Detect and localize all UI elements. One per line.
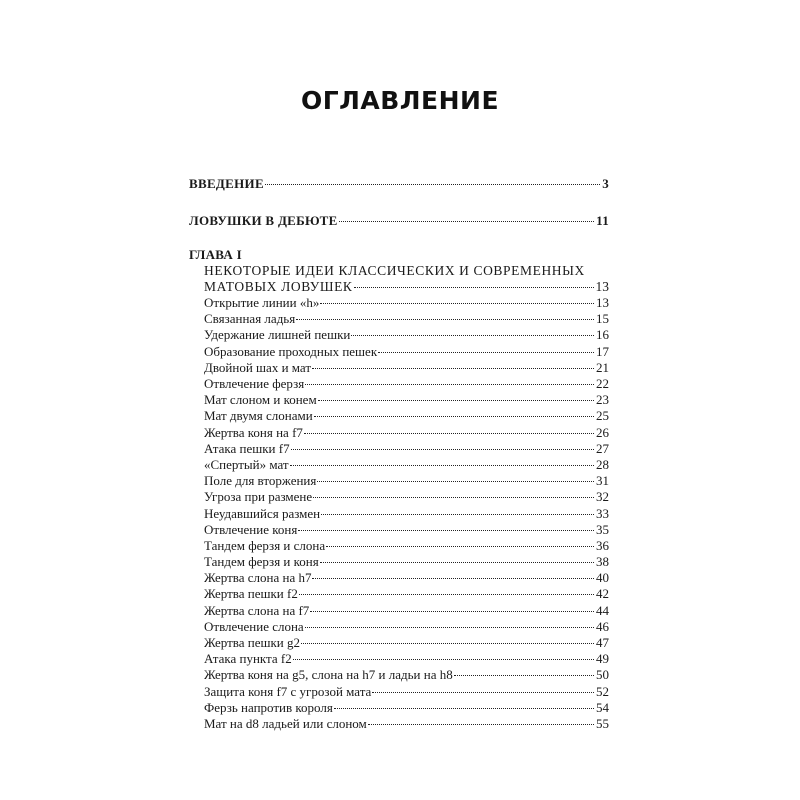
dot-leader xyxy=(312,578,594,579)
toc-page-number: 31 xyxy=(596,473,609,489)
toc-page-number: 25 xyxy=(596,408,609,424)
dot-leader xyxy=(368,724,594,725)
dot-leader xyxy=(265,184,600,185)
toc-entry xyxy=(204,570,609,586)
toc-entry-label: Мат двумя слонами xyxy=(204,408,313,424)
toc-entry-label: Угроза при размене xyxy=(204,489,313,505)
toc-page-number: 32 xyxy=(596,489,609,505)
dot-leader xyxy=(317,481,594,482)
toc-entry xyxy=(204,554,609,570)
toc-page-number: 46 xyxy=(596,618,609,634)
toc-entry xyxy=(204,489,609,505)
toc-page-number: 28 xyxy=(596,456,609,472)
toc-entry-label: Жертва пешки g2 xyxy=(204,635,301,650)
toc-entry-label: «Спертый» мат xyxy=(204,456,289,472)
dot-leader xyxy=(314,416,594,417)
toc-page-number: 50 xyxy=(596,667,609,683)
dot-leader xyxy=(293,659,594,660)
toc-page-number: 52 xyxy=(596,683,609,699)
toc-entry xyxy=(204,522,609,538)
toc-entry xyxy=(204,603,609,619)
dot-leader xyxy=(354,287,594,288)
toc-page-number: 13 xyxy=(595,278,609,294)
toc-entry-label: Отвлечение ферзя xyxy=(204,376,305,391)
toc-page-number: 26 xyxy=(596,424,609,440)
toc-entry-label: Образование проходных пешек xyxy=(204,343,378,359)
toc-entry-label: Двойной шах и мат xyxy=(204,359,312,375)
dot-leader xyxy=(318,400,594,401)
toc-entry-label: Удержание лишней пешки xyxy=(204,327,351,343)
toc-entry xyxy=(204,716,609,732)
toc-page-number: 23 xyxy=(596,392,609,408)
toc-entry xyxy=(204,635,609,651)
toc-entry xyxy=(204,327,609,343)
toc-entry-label: Жертва коня на g5, слона на h7 и ладьи на h8 xyxy=(204,667,453,683)
dot-leader xyxy=(339,221,595,222)
dot-leader xyxy=(290,465,594,466)
section-title-line1: НЕКОТОРЫЕ ИДЕИ КЛАССИЧЕСКИХ И СОВРЕМЕННЫХ xyxy=(204,263,585,279)
toc-page-number: 16 xyxy=(596,327,609,343)
chapter-heading: ГЛАВА I xyxy=(189,247,243,263)
toc-entry-label: ВВЕДЕНИЕ xyxy=(189,176,264,191)
toc-entry-label: Мат слоном и конем xyxy=(204,392,317,408)
toc-entry xyxy=(204,360,609,376)
toc-entry xyxy=(204,586,609,602)
toc-entry-intro xyxy=(189,176,609,192)
toc-entry xyxy=(204,295,609,311)
toc-entry xyxy=(204,392,609,408)
dot-leader xyxy=(321,514,594,515)
section-title-line2-entry xyxy=(204,279,609,295)
toc-entry xyxy=(204,457,609,473)
toc-entry-label: Жертва слона на f7 xyxy=(204,602,310,618)
toc-page-number: 44 xyxy=(596,602,609,618)
toc-entry-traps xyxy=(189,213,609,229)
toc-entry-label: Тандем ферзя и слона xyxy=(204,537,326,553)
dot-leader xyxy=(454,675,594,676)
dot-leader xyxy=(296,319,594,320)
section-title-line2: МАТОВЫХ ЛОВУШЕК xyxy=(204,278,353,294)
toc-entry-label: Неудавшийся размен xyxy=(204,505,321,521)
toc-page-number: 47 xyxy=(596,635,609,650)
toc-entry-label: Связанная ладья xyxy=(204,311,296,327)
dot-leader xyxy=(312,368,594,369)
toc-item-list xyxy=(189,295,609,732)
table-of-contents xyxy=(189,176,609,732)
toc-entry xyxy=(204,473,609,489)
toc-entry-label: Открытие линии «h» xyxy=(204,295,320,311)
toc-entry-label: ЛОВУШКИ В ДЕБЮТЕ xyxy=(189,213,338,229)
toc-entry-label: Отвлечение слона xyxy=(204,618,304,634)
section-title xyxy=(204,263,609,295)
dot-leader xyxy=(301,643,594,644)
toc-entry xyxy=(204,651,609,667)
toc-entry-label: Жертва пешки f2 xyxy=(204,586,298,602)
dot-leader xyxy=(305,627,594,628)
toc-page-number: 36 xyxy=(596,537,609,553)
toc-page-number: 40 xyxy=(596,570,609,586)
toc-page-number: 11 xyxy=(596,213,609,229)
dot-leader xyxy=(351,335,594,336)
toc-entry-label: Жертва коня на f7 xyxy=(204,424,303,440)
toc-page-number: 33 xyxy=(596,505,609,521)
toc-entry xyxy=(204,425,609,441)
dot-leader xyxy=(310,611,594,612)
toc-entry-label: Атака пункта f2 xyxy=(204,651,292,667)
toc-entry xyxy=(204,506,609,522)
toc-entry xyxy=(204,311,609,327)
toc-entry-label: Атака пешки f7 xyxy=(204,440,290,456)
dot-leader xyxy=(298,530,594,531)
dot-leader xyxy=(291,449,594,450)
toc-entry-label: Поле для вторжения xyxy=(204,473,317,489)
toc-page-number: 3 xyxy=(602,176,609,191)
toc-entry-label: Жертва слона на h7 xyxy=(204,570,312,586)
toc-entry xyxy=(204,376,609,392)
toc-entry xyxy=(204,344,609,360)
toc-page-number: 13 xyxy=(596,295,609,311)
dot-leader xyxy=(305,384,594,385)
dot-leader xyxy=(334,708,594,709)
toc-page-number: 27 xyxy=(596,440,609,456)
toc-page-number: 42 xyxy=(596,586,609,602)
dot-leader xyxy=(378,352,594,353)
toc-entry-label: Мат на d8 ладьей или слоном xyxy=(204,715,367,731)
page-title: ОГЛАВЛЕНИЕ xyxy=(300,86,500,115)
toc-entry xyxy=(204,684,609,700)
dot-leader xyxy=(372,692,594,693)
toc-entry-label: Защита коня f7 с угрозой мата xyxy=(204,683,372,699)
dot-leader xyxy=(313,497,594,498)
toc-entry xyxy=(204,619,609,635)
dot-leader xyxy=(304,433,594,434)
dot-leader xyxy=(299,594,594,595)
toc-page-number: 55 xyxy=(596,715,609,731)
toc-page-number: 22 xyxy=(596,376,609,391)
dot-leader xyxy=(320,303,594,304)
toc-page-number: 21 xyxy=(596,359,609,375)
toc-entry-label: Отвлечение коня xyxy=(204,521,298,537)
toc-page-number: 15 xyxy=(596,311,609,327)
toc-page-number: 35 xyxy=(596,521,609,537)
toc-page-number: 49 xyxy=(596,651,609,667)
dot-leader xyxy=(320,562,594,563)
toc-entry xyxy=(204,538,609,554)
toc-page-number: 17 xyxy=(596,343,609,359)
toc-page-number: 54 xyxy=(596,699,609,715)
dot-leader xyxy=(326,546,594,547)
toc-entry-label: Тандем ферзя и коня xyxy=(204,554,319,570)
toc-entry xyxy=(204,441,609,457)
toc-entry xyxy=(204,408,609,424)
toc-entry-label: Ферзь напротив короля xyxy=(204,699,333,715)
toc-entry xyxy=(204,700,609,716)
toc-entry xyxy=(204,667,609,683)
toc-page-number: 38 xyxy=(596,554,609,570)
